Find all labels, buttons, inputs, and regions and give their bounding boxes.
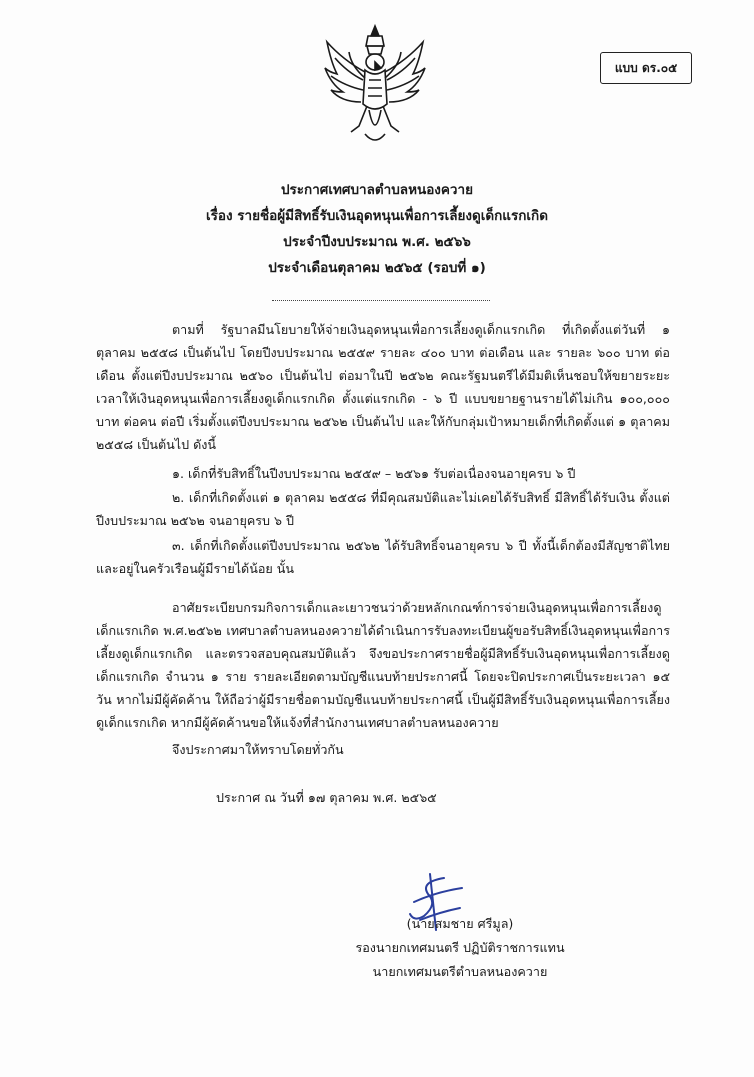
heading-month-round: ประจำเดือนตุลาคม ๒๕๖๕ (รอบที่ ๑)	[268, 260, 486, 276]
form-code-box: แบบ ดร.๐๕	[600, 52, 692, 84]
paragraph-background: ตามที่ รัฐบาลมีนโยบายให้จ่ายเงินอุดหนุนเพื่อการเลี้ยงดูเด็กแรกเกิด ที่เกิดตั้งแต่วันที่ ๑ ตุลาคม ๒๕๕๘ เป็นต้นไป โดยปีงบประมาณ ๒๕๕๙ รายละ ๔๐๐ บาท ต่อเดือน และ รายละ ๖๐๐ บาท ต่อเดือน ตั้งแต่ปีงบประมาณ ๒๕๖๐ เป็นต้นไป ต่อมาในปี ๒๕๖๒ คณะรัฐมนตรีได้มีมติเห็นชอบให้ขยายระยะเวลาให้เงินอุดหนุนเพื่อการเลี้ยงดูเด็กแรกเกิด ตั้งแต่แรกเกิด - ๖ ปี แบบขยายฐานรายได้ไม่เกิน ๑๐๐,๐๐๐ บาท ต่อคน ต่อปี เริ่มตั้งแต่ปีงบประมาณ ๒๕๖๒ เป็นต้นไป และให้กับกลุ่มเป้าหมายเด็กที่เกิดตั้งแต่ ๑ ตุลาคม ๒๕๕๘ เป็นต้นไป ดังนี้	[96, 322, 670, 452]
signatory-name: (นายสมชาย ศรีมูล)	[406, 916, 514, 931]
announcement-date: ประกาศ ณ วันที่ ๑๗ ตุลาคม พ.ศ. ๒๕๖๕	[216, 790, 437, 805]
paragraph-closing: จึงประกาศมาให้ทราบโดยทั่วกัน	[172, 742, 344, 757]
heading-issuer: ประกาศเทศบาลตำบลหนองควาย	[280, 182, 474, 198]
heading-fiscal-year: ประจำปีงบประมาณ พ.ศ. ๒๕๖๖	[283, 234, 471, 250]
list-item-1: ๑. เด็กที่รับสิทธิ์ในปีงบประมาณ ๒๕๕๙ – ๒๕๖๑ รับต่อเนื่องจนอายุครบ ๖ ปี	[172, 466, 576, 481]
signatory-position-1: รองนายกเทศมนตรี ปฏิบัติราชการแทน	[355, 940, 565, 955]
list-item-2: ๒. เด็กที่เกิดตั้งแต่ ๑ ตุลาคม ๒๕๕๘ ที่มีคุณสมบัติและไม่เคยได้รับสิทธิ์ มีสิทธิ์ได้รับเงิน ตั้งแต่ปีงบประมาณ ๒๕๖๒ จนอายุครบ ๖ ปี	[96, 490, 670, 528]
list-item-3: ๓. เด็กที่เกิดตั้งแต่ปีงบประมาณ ๒๕๖๒ ได้รับสิทธิ์จนอายุครบ ๖ ปี ทั้งนี้เด็กต้องมีสัญชาติไทยและอยู่ในครัวเรือนผู้มีรายได้น้อย นั้น	[96, 538, 670, 576]
dotted-divider	[272, 290, 490, 301]
garuda-emblem-icon	[321, 22, 429, 148]
heading-subject: เรื่อง รายชื่อผู้มีสิทธิ์รับเงินอุดหนุนเพื่อการเลี้ยงดูเด็กแรกเกิด	[206, 208, 548, 224]
paragraph-announcement: อาศัยระเบียบกรมกิจการเด็กและเยาวชนว่าด้วยหลักเกณฑ์การจ่ายเงินอุดหนุนเพื่อการเลี้ยงดูเด็กแรกเกิด พ.ศ.๒๕๖๒ เทศบาลตำบลหนองควายได้ดำเนินการรับลงทะเบียนผู้ขอรับสิทธิ์เงินอุดหนุนเพื่อการเลี้ยงดูเด็กแรกเกิด และตรวจสอบคุณสมบัติแล้ว จึงขอประกาศรายชื่อผู้มีสิทธิ์รับเงินอุดหนุนเพื่อการเลี้ยงดูเด็กแรกเกิด จำนวน ๑ ราย รายละเอียดตามบัญชีแนบท้ายประกาศนี้ โดยจะปิดประกาศเป็นระยะเวลา ๑๕ วัน หากไม่มีผู้คัดค้าน ให้ถือว่าผู้มีรายชื่อตามบัญชีแนบท้ายประกาศนี้ เป็นผู้มีสิทธิ์รับเงินอุดหนุนเพื่อการเลี้ยงดูเด็กแรกเกิด หากมีผู้คัดค้านขอให้แจ้งที่สำนักงานเทศบาลตำบลหนองควาย	[96, 600, 670, 730]
signatory-position-2: นายกเทศมนตรีตำบลหนองควาย	[372, 964, 548, 979]
